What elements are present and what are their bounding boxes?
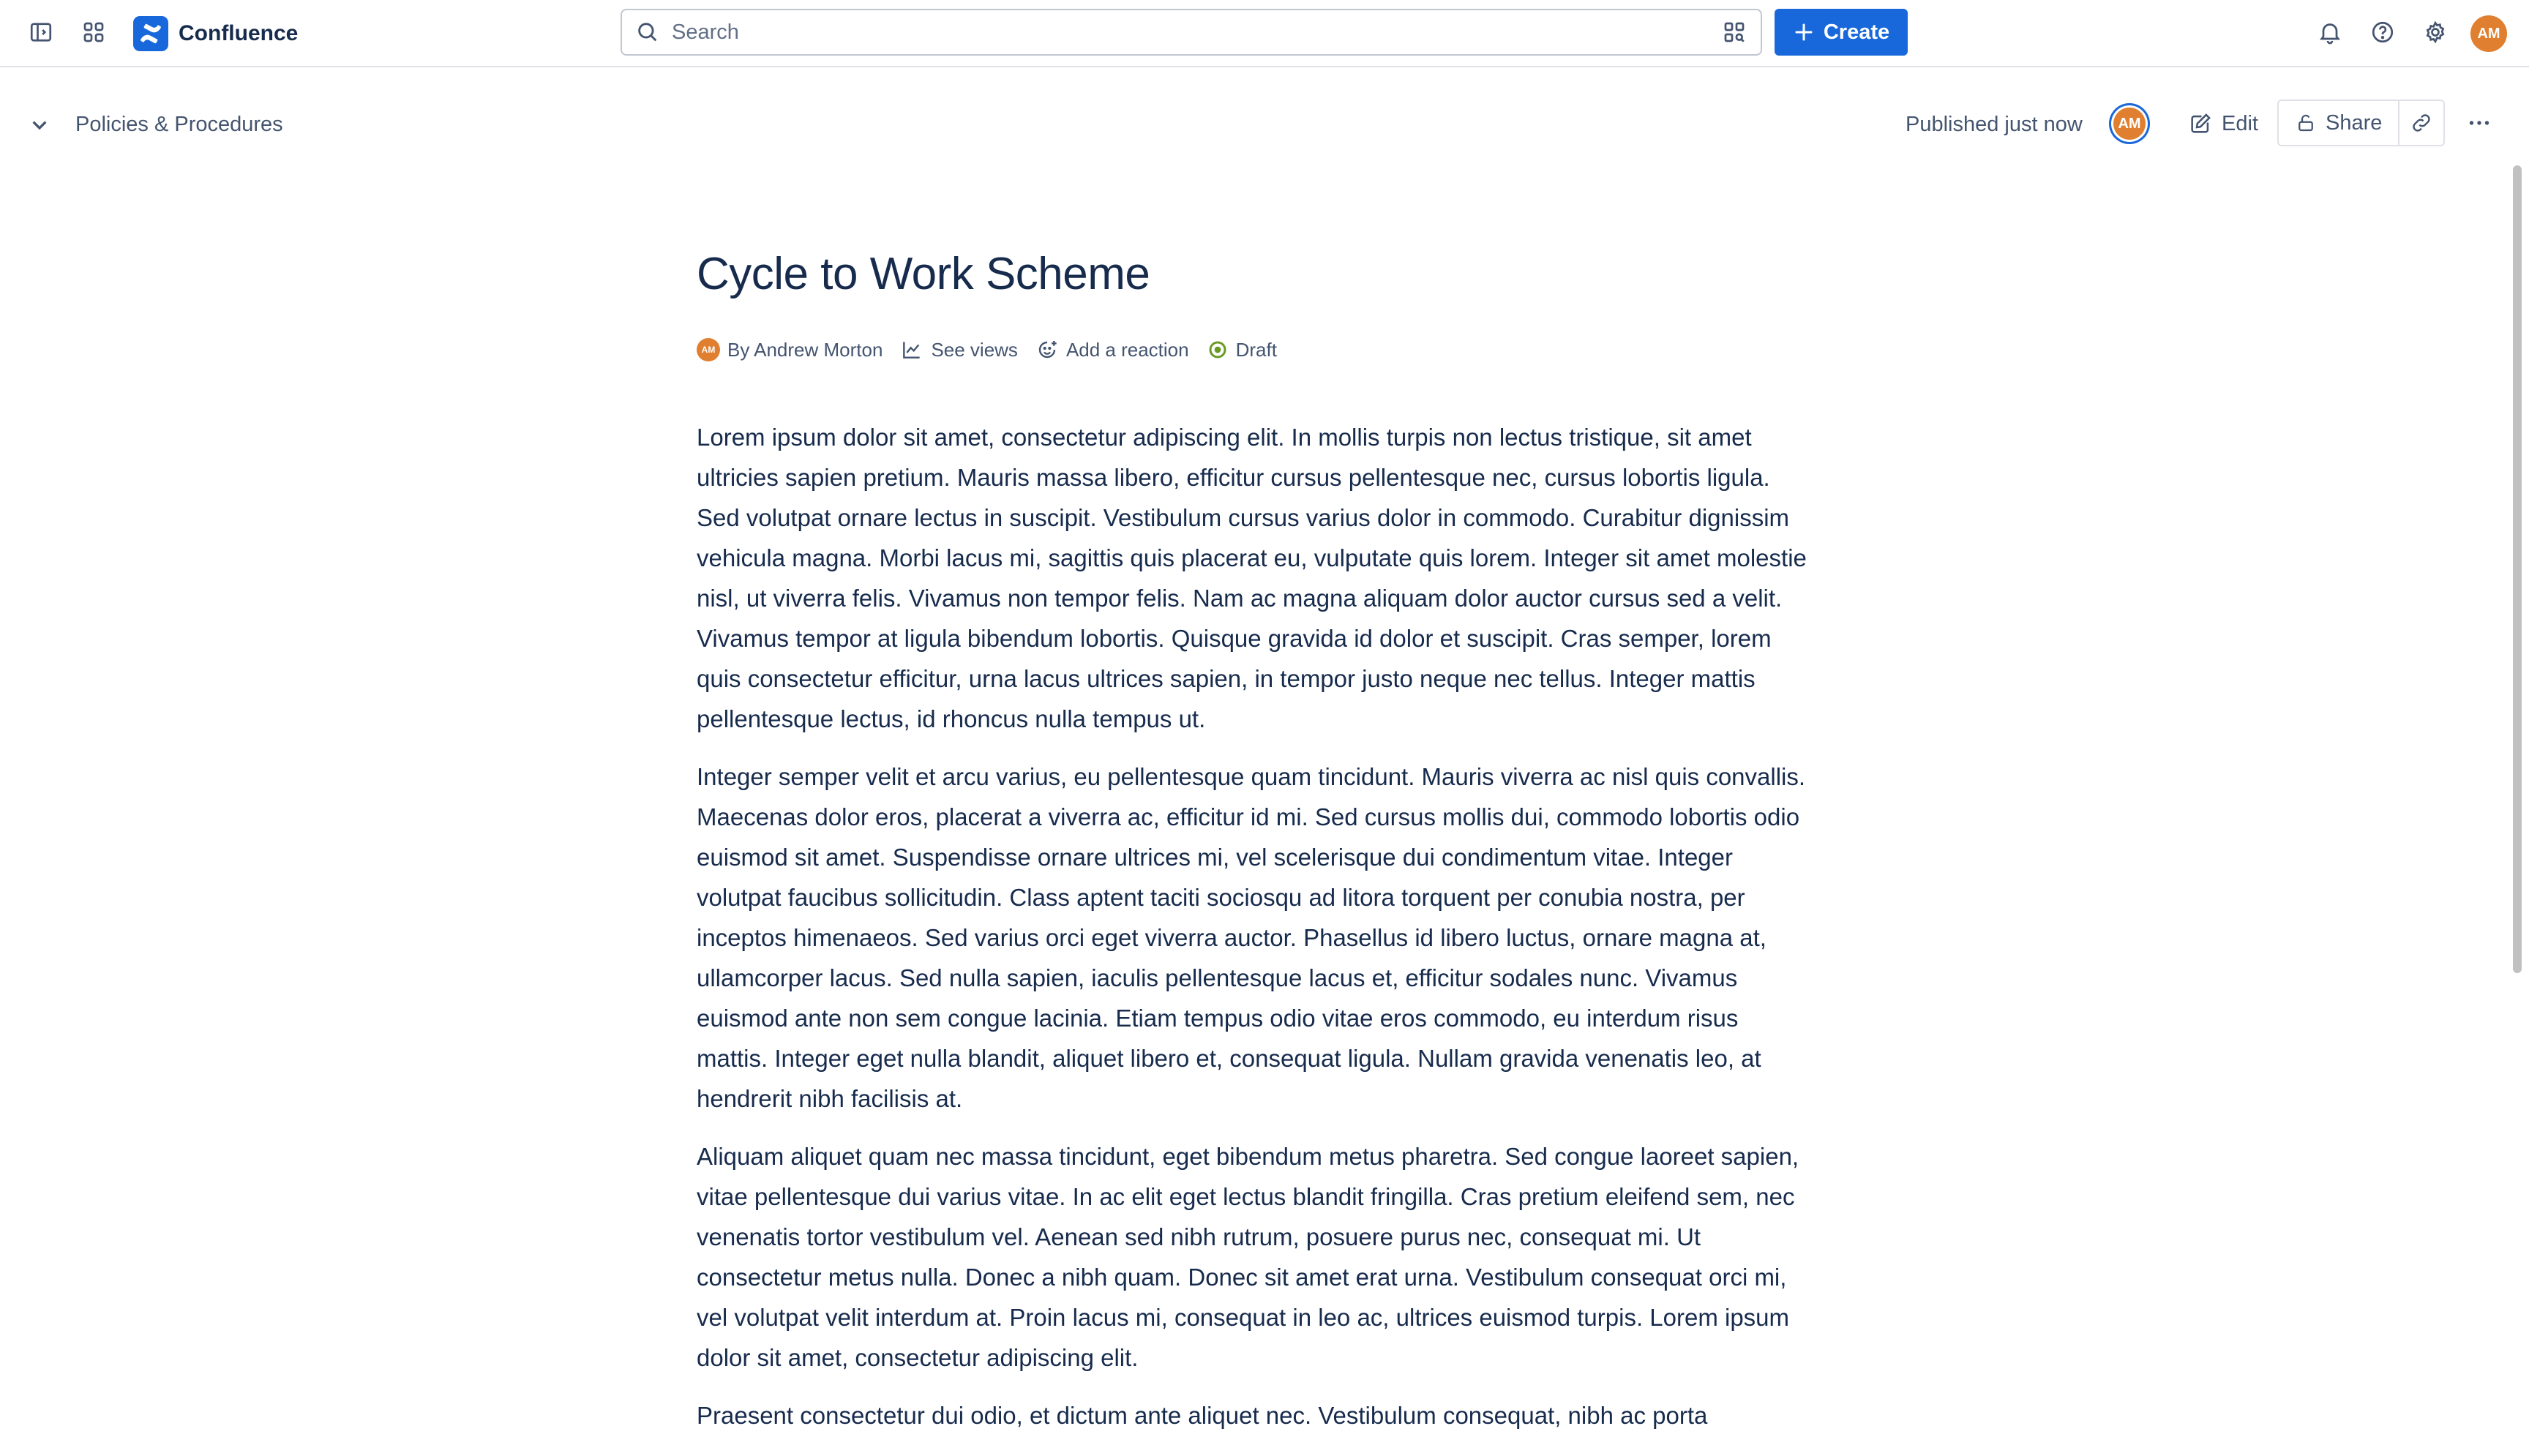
notifications-button[interactable]: [2309, 12, 2350, 53]
author-avatar: AM: [697, 338, 720, 361]
top-navigation: [0, 0, 2529, 67]
edit-button[interactable]: [2179, 102, 2267, 145]
search-input[interactable]: [621, 9, 1762, 56]
page-body: [697, 417, 1809, 1436]
page-content: [697, 241, 1809, 1453]
body-paragraph: Aliquam aliquet quam nec massa tincidunt, eget bibendum metus pharetra. Sed congue laoreet sapien, vitae pellentesque dui varius vitae. In ac elit eget lectus blandit fringilla. Cras pretium eleifend sem, nec venenatis tortor vestibulum vel. Aenean sed nibh rutrum, posuere purus nec, consequat mi. Ut consectetur metus nulla. Donec a nibh quam. Donec sit amet erat urna. Vestibulum consequat orci mi, vel volutpat velit interdum at. Proin lacus mi, consequat in leo ac, ultrices euismod turpis. Lorem ipsum dolor sit amet, consectetur adipiscing elit.: [697, 1143, 1799, 1371]
confluence-home-link[interactable]: [133, 15, 298, 52]
lock-icon: [2295, 112, 2317, 134]
confluence-logo-icon: [133, 16, 168, 51]
author-name: By Andrew Morton: [727, 338, 883, 361]
see-views-label: See views: [931, 338, 1018, 361]
bell-icon: [2317, 19, 2343, 45]
settings-button[interactable]: [2415, 12, 2456, 53]
search-placeholder: Search: [672, 20, 739, 44]
chevron-down-icon[interactable]: [25, 110, 54, 139]
create-label: Create: [1823, 20, 1890, 44]
app-switcher-button[interactable]: [73, 12, 114, 53]
gear-icon: [2422, 19, 2449, 45]
see-views-button[interactable]: [900, 338, 1018, 361]
analytics-icon: [900, 338, 923, 361]
emoji-add-icon: [1035, 338, 1059, 361]
status-label: Draft: [1235, 338, 1277, 361]
page-header: [0, 88, 2529, 161]
add-reaction-label: Add a reaction: [1065, 338, 1189, 361]
more-actions-button[interactable]: [2459, 102, 2500, 143]
byline: [697, 334, 1809, 366]
copy-link-button[interactable]: [2399, 101, 2443, 145]
user-avatar[interactable]: AM: [2470, 15, 2507, 52]
edit-label: Edit: [2222, 111, 2258, 135]
body-paragraph: Integer semper velit et arcu varius, eu pellentesque quam tincidunt. Mauris viverra ac nisl quis convallis. Maecenas dolor eros, placerat a viverra ac, efficitur id mi. Sed cursus mollis dui, commodo lobortis odio euismod sit amet. Suspendisse ornare ultrices mi, vel scelerisque dui condimentum vitae. Integer volutpat faucibus sollicitudin. Class aptent taciti sociosqu ad litora torquent per conubia nostra, per inceptos himenaeos. Sed varius orci eget viverra auctor. Phasellus id libero luctus, ornare magna at, ullamcorper lacus. Sed nulla sapien, iaculis pellentesque lacus et, efficitur sodales nunc. Vivamus euismod ante non sem congue lacinia. Etiam tempus odio vitae eros commodo, eu interdum risus mattis. Integer eget nulla blandit, aliquet libero et, consequat ligula. Nullam gravida venenatis leo, at hendrerit nibh facilisis at.: [697, 763, 1806, 1112]
body-paragraph: Lorem ipsum dolor sit amet, consectetur adipiscing elit. In mollis turpis non lectus tristique, sit amet ultricies sapien pretium. Mauris massa libero, efficitur cursus pellentesque nec, cursus lobortis ligula. Sed volutpat ornare lectus in suscipit. Vestibulum cursus varius dolor in commodo. Curabitur dignissim vehicula magna. Morbi lacus mi, sagittis quis placerat eu, vulputate quis lorem. Integer sit amet molestie nisl, ut viverra felis. Vivamus non tempor felis. Nam ac magna aliquam dolor auctor cursus sed a velit. Vivamus tempor at ligula bibendum lobortis. Quisque gravida id dolor et suscipit. Cras semper, lorem quis consectetur efficitur, urna lacus ultrices sapien, in tempor justo neque nec tellus. Integer mattis pellentesque lectus, id rhoncus nulla tempus ut.: [697, 424, 1807, 732]
body-paragraph: Praesent consectetur dui odio, et dictum ante aliquet nec. Vestibulum consequat, nibh ac porta: [697, 1402, 1708, 1429]
add-reaction-button[interactable]: [1035, 338, 1189, 361]
draft-status-icon: [1207, 339, 1229, 361]
help-icon: [2369, 19, 2396, 45]
app-name: Confluence: [179, 21, 299, 45]
share-button[interactable]: [2279, 101, 2399, 145]
author[interactable]: [697, 338, 883, 361]
app-switcher-icon: [80, 19, 107, 45]
plus-icon: [1793, 21, 1815, 43]
publish-status: Published just now: [1906, 113, 2083, 136]
search-icon: [635, 20, 660, 45]
sidebar-toggle-icon: [28, 19, 54, 45]
status-badge[interactable]: [1207, 339, 1277, 361]
contributor-avatar[interactable]: AM: [2109, 103, 2150, 144]
help-button[interactable]: [2362, 12, 2403, 53]
share-group: [2277, 100, 2445, 146]
breadcrumb[interactable]: Policies & Procedures: [75, 113, 283, 136]
create-button[interactable]: [1775, 9, 1908, 56]
share-label: Share: [2326, 110, 2383, 135]
sidebar-toggle-button[interactable]: [20, 12, 61, 53]
link-icon: [2410, 111, 2433, 135]
pencil-icon: [2188, 111, 2213, 136]
scrollbar-thumb[interactable]: [2513, 165, 2522, 973]
quick-find-icon[interactable]: [1721, 19, 1747, 45]
page-title: Cycle to Work Scheme: [697, 249, 1150, 299]
more-horizontal-icon: [2466, 110, 2492, 136]
